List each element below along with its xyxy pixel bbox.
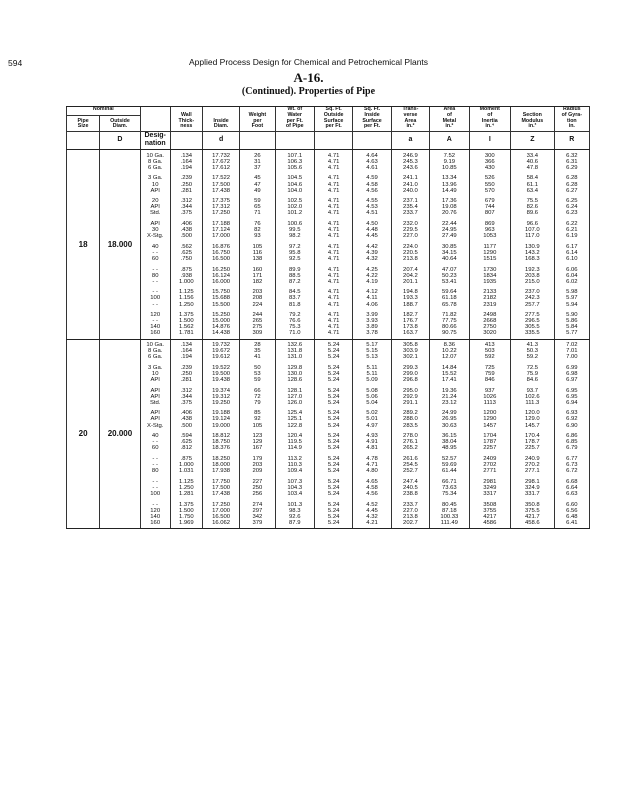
table-cell: 224.0 220.5 213.8 — [391, 241, 429, 264]
table-row — [67, 241, 590, 264]
table-cell: 5.17 5.15 5.13 — [353, 339, 391, 362]
table-cell: 6.93 6.92 6.90 — [554, 408, 589, 431]
table-cell: .134 .164 .194 — [170, 339, 202, 362]
table-cell: 17.36 19.08 20.76 — [430, 196, 469, 219]
table-cell: 5.02 5.01 4.97 — [353, 408, 391, 431]
running-head: Applied Process Design for Chemical and Petrochemical Plants — [188, 57, 429, 67]
table-cell: 85 92 105 — [240, 408, 275, 431]
table-cell: 5.24 5.24 5.24 — [314, 431, 352, 454]
table-cell: 5.24 5.24 5.24 — [314, 339, 352, 362]
table-row — [67, 385, 590, 408]
table-cell: 10 Ga. 8 Ga. 6 Ga. — [140, 150, 170, 173]
table-cell: 5.24 5.24 5.24 — [314, 362, 352, 385]
table-cell: 107.1 106.3 105.6 — [275, 150, 314, 173]
table-cell: 102.5 102.0 101.2 — [275, 196, 314, 219]
table-cell: 22.44 24.95 27.49 — [430, 219, 469, 242]
table-cell: 4.71 4.71 4.71 — [314, 150, 352, 173]
table-cell: 3 Ga. 10 API — [140, 173, 170, 196]
table-cell: 192.3 203.8 215.0 — [511, 264, 555, 287]
pipe-size-cell: 18 — [67, 150, 100, 339]
table-cell: 120.4 119.5 114.9 — [275, 431, 314, 454]
table-cell: 4.64 4.63 4.61 — [353, 150, 391, 173]
table-cell: 5.11 5.11 5.09 — [353, 362, 391, 385]
table-cell: 66.71 73.63 75.34 — [430, 476, 469, 499]
table-row — [67, 453, 590, 476]
table-cell: 725 759 846 — [469, 362, 511, 385]
table-cell: 305.8 303.9 302.1 — [391, 339, 429, 362]
table-cell: 4.71 4.71 4.71 — [314, 173, 352, 196]
table-cell: .312 .344 .375 — [170, 196, 202, 219]
table-cell: 247.4 240.5 238.8 — [391, 476, 429, 499]
table-cell: 5.08 5.06 5.04 — [353, 385, 391, 408]
table-subtitle: (Continued). Properties of Pipe — [241, 86, 376, 97]
table-cell: 5.90 5.86 5.84 5.77 — [554, 310, 589, 339]
section-modulus-header: Section Modulus in.³ — [511, 107, 555, 132]
table-cell: 3508 3755 4217 4586 — [469, 499, 511, 528]
table-cell: .134 .164 .194 — [170, 150, 202, 173]
table-cell: .562 .625 .750 — [170, 241, 202, 264]
table-cell: 1.125 1.250 1.281 — [170, 476, 202, 499]
table-row — [67, 310, 590, 339]
table-cell: 19.374 19.312 19.250 — [202, 385, 239, 408]
table-cell: 4.65 4.58 4.56 — [353, 476, 391, 499]
outside-diam-header: Outside Diam. — [100, 116, 140, 132]
table-cell: 6.25 6.24 6.23 — [554, 196, 589, 219]
table-cell: 277.5 296.5 305.5 335.5 — [511, 310, 555, 339]
table-cell: 5.24 5.24 5.24 — [314, 385, 352, 408]
table-cell: .406 .438 .500 — [170, 219, 202, 242]
metal-area-header: Area of Metal in.² — [430, 107, 469, 132]
symbol-d-inside: d — [202, 132, 239, 150]
table-cell: 4.55 4.53 4.51 — [353, 196, 391, 219]
table-cell: 47.07 50.23 53.41 — [430, 264, 469, 287]
table-cell: 26 31 37 — [240, 150, 275, 173]
table-cell: 132.6 131.8 131.0 — [275, 339, 314, 362]
inside-diam-header: Inside Diam. — [202, 107, 239, 132]
table-cell: 298.1 324.9 331.7 — [511, 476, 555, 499]
table-cell: 10 Ga. 8 Ga. 6 Ga. — [140, 339, 170, 362]
table-cell: 107.3 104.3 103.4 — [275, 476, 314, 499]
table-cell: 17.750 17.500 17.438 — [202, 476, 239, 499]
table-cell: 76 82 93 — [240, 219, 275, 242]
table-cell: 97.2 95.8 92.5 — [275, 241, 314, 264]
table-cell: 19.522 19.500 19.438 — [202, 362, 239, 385]
table-cell: 244 265 275 309 — [240, 310, 275, 339]
table-cell: 237.1 235.4 233.7 — [391, 196, 429, 219]
table-cell: 24.99 26.95 30.63 — [430, 408, 469, 431]
wall-thickness-header: Wall Thick- ness — [170, 107, 202, 132]
table-cell: 6.77 6.73 6.72 — [554, 453, 589, 476]
table-cell: 182.7 176.7 173.8 163.7 — [391, 310, 429, 339]
table-cell: 20 API Std. — [140, 196, 170, 219]
table-cell: 36.15 38.04 48.95 — [430, 431, 469, 454]
table-cell: 6.99 6.98 6.97 — [554, 362, 589, 385]
table-cell: 240.9 270.2 277.1 — [511, 453, 555, 476]
table-cell: 19.732 19.672 19.612 — [202, 339, 239, 362]
table-cell: 274 297 342 379 — [240, 499, 275, 528]
table-cell: 232.0 229.5 227.0 — [391, 219, 429, 242]
table-cell: 179 203 209 — [240, 453, 275, 476]
table-row — [67, 431, 590, 454]
table-cell: 203 208 224 — [240, 287, 275, 310]
table-cell: 59.64 61.18 65.78 — [430, 287, 469, 310]
table-cell: 526 550 570 — [469, 173, 511, 196]
table-cell: 45 47 49 — [240, 173, 275, 196]
symbol-r-gyration: R — [554, 132, 589, 150]
table-title: A-16. — [293, 70, 324, 85]
table-cell: 6.60 6.56 6.48 6.41 — [554, 499, 589, 528]
table-cell: 6.22 6.21 6.19 — [554, 219, 589, 242]
radius-gyration-header: Radius of Gyra- tion in. — [554, 107, 589, 132]
table-cell: .239 .250 .281 — [170, 362, 202, 385]
table-cell: 4.71 4.71 4.71 — [314, 287, 352, 310]
table-cell: 104.5 104.6 104.0 — [275, 173, 314, 196]
table-cell: 246.9 245.3 243.6 — [391, 150, 429, 173]
table-cell: 50 53 59 — [240, 362, 275, 385]
table-cell: 18.812 18.750 18.376 — [202, 431, 239, 454]
table-cell: 278.0 276.1 265.2 — [391, 431, 429, 454]
table-cell: 19.36 21.24 23.12 — [430, 385, 469, 408]
size-block-20 — [67, 339, 590, 528]
outside-surface-header: Sq. Ft. Outside Surface per Ft. — [314, 107, 352, 132]
table-cell: 299.3 299.0 296.8 — [391, 362, 429, 385]
table-cell: 84.5 83.7 81.8 — [275, 287, 314, 310]
table-cell: 4.93 4.91 4.81 — [353, 431, 391, 454]
table-cell: 59 65 71 — [240, 196, 275, 219]
table-cell: .312 .344 .375 — [170, 385, 202, 408]
table-cell: 33.4 40.6 47.8 — [511, 150, 555, 173]
table-cell: 16.250 16.124 16.000 — [202, 264, 239, 287]
table-cell: 300 366 430 — [469, 150, 511, 173]
table-cell: API API X-Stg. — [140, 408, 170, 431]
table-cell: 2409 2702 2771 — [469, 453, 511, 476]
outside-diam-cell: 20.000 — [100, 339, 140, 528]
table-cell: 6.06 6.04 6.02 — [554, 264, 589, 287]
table-row — [67, 173, 590, 196]
table-row — [67, 287, 590, 310]
table-cell: 17.375 17.312 17.250 — [202, 196, 239, 219]
table-cell: 4.78 4.71 4.80 — [353, 453, 391, 476]
table-row — [67, 264, 590, 287]
table-cell: 28 35 41 — [240, 339, 275, 362]
table-cell: - - - - 80 — [140, 453, 170, 476]
table-cell: 1704 1787 2257 — [469, 431, 511, 454]
table-cell: 15.750 15.688 15.500 — [202, 287, 239, 310]
inside-surface-header: Sq. Ft. Inside Surface per Ft. — [353, 107, 391, 132]
table-row — [67, 150, 590, 173]
table-cell: 937 1026 1113 — [469, 385, 511, 408]
symbol-i-inertia: I — [469, 132, 511, 150]
table-cell: 4.71 4.71 4.71 4.71 — [314, 310, 352, 339]
table-cell: 30.85 34.15 40.64 — [430, 241, 469, 264]
table-cell: 129.8 130.0 128.6 — [275, 362, 314, 385]
table-cell: 17.732 17.672 17.612 — [202, 150, 239, 173]
table-cell: 130.9 143.2 168.3 — [511, 241, 555, 264]
table-cell: 14.84 15.52 17.41 — [430, 362, 469, 385]
table-cell: 5.24 5.24 5.24 — [314, 453, 352, 476]
table-cell: 52.57 59.69 61.44 — [430, 453, 469, 476]
table-cell: 16.876 16.750 16.500 — [202, 241, 239, 264]
table-cell: 19.188 19.124 19.000 — [202, 408, 239, 431]
table-cell: 3.99 3.93 3.89 3.78 — [353, 310, 391, 339]
size-block-18 — [67, 150, 590, 339]
table-cell: - - 80 - - — [140, 264, 170, 287]
table-cell: .406 .438 .500 — [170, 408, 202, 431]
table-cell: 13.34 13.96 14.49 — [430, 173, 469, 196]
table-cell: 227 250 256 — [240, 476, 275, 499]
table-cell: 4.71 4.71 4.71 — [314, 241, 352, 264]
table-cell: .239 .250 .281 — [170, 173, 202, 196]
table-cell: 4.25 4.22 4.19 — [353, 264, 391, 287]
table-cell: 6.68 6.64 6.63 — [554, 476, 589, 499]
table-cell: 71.82 77.75 80.66 90.75 — [430, 310, 469, 339]
table-cell: 17.522 17.500 17.438 — [202, 173, 239, 196]
table-cell: 237.0 242.3 257.7 — [511, 287, 555, 310]
page-number: 594 — [8, 58, 23, 68]
table-row — [67, 476, 590, 499]
symbol-z-modulus: Z — [511, 132, 555, 150]
table-cell: 3 Ga. 10 API — [140, 362, 170, 385]
table-cell: 80.45 87.18 100.33 111.49 — [430, 499, 469, 528]
table-cell: 6.17 6.14 6.10 — [554, 241, 589, 264]
table-cell: 350.8 375.5 421.7 458.6 — [511, 499, 555, 528]
table-cell: 4.71 4.71 4.71 — [314, 219, 352, 242]
table-cell: API API Std. — [140, 385, 170, 408]
table-cell: .875 .938 1.000 — [170, 264, 202, 287]
table-cell: 194.8 193.3 188.7 — [391, 287, 429, 310]
table-cell: 120.0 129.0 145.7 — [511, 408, 555, 431]
table-row — [67, 408, 590, 431]
table-cell: 7.02 7.01 7.00 — [554, 339, 589, 362]
table-cell: - - 120 140 160 — [140, 499, 170, 528]
table-cell: 4.71 4.71 4.71 — [314, 264, 352, 287]
table-cell: 261.6 254.5 252.7 — [391, 453, 429, 476]
table-cell: 413 503 592 — [469, 339, 511, 362]
table-row — [67, 499, 590, 528]
table-cell: 4.59 4.58 4.56 — [353, 173, 391, 196]
table-cell: 5.24 5.24 5.24 — [314, 476, 352, 499]
table-cell: - - 100 - - — [140, 287, 170, 310]
outside-diam-cell: 18.000 — [100, 150, 140, 339]
table-row — [67, 219, 590, 242]
table-cell: 1.375 1.500 1.562 1.781 — [170, 310, 202, 339]
table-cell: 241.1 241.0 240.0 — [391, 173, 429, 196]
table-cell: 15.250 15.000 14.876 14.438 — [202, 310, 239, 339]
table-cell: 17.188 17.124 17.000 — [202, 219, 239, 242]
table-cell: 1730 1834 1935 — [469, 264, 511, 287]
designation-header: Desig- nation — [140, 132, 170, 150]
table-cell: 79.2 76.6 75.3 71.0 — [275, 310, 314, 339]
table-cell: 4.71 4.71 4.71 — [314, 196, 352, 219]
table-cell: 5.24 5.24 5.24 — [314, 408, 352, 431]
table-cell: 1177 1290 1515 — [469, 241, 511, 264]
table-cell: 100.6 99.5 98.2 — [275, 219, 314, 242]
table-cell: 233.7 227.0 213.8 202.7 — [391, 499, 429, 528]
table-cell: 40 - - 60 — [140, 431, 170, 454]
table-cell: API 30 X-Stg. — [140, 219, 170, 242]
table-cell: 93.7 102.6 111.3 — [511, 385, 555, 408]
table-cell: 105 116 138 — [240, 241, 275, 264]
table-cell: 5.24 5.24 5.24 5.24 — [314, 499, 352, 528]
symbol-d-outside: D — [100, 132, 140, 150]
table-cell: 1200 1290 1457 — [469, 408, 511, 431]
weight-header: Weight per Foot — [240, 107, 275, 132]
table-cell: 4.50 4.48 4.45 — [353, 219, 391, 242]
table-cell: 4.42 4.39 4.32 — [353, 241, 391, 264]
transverse-area-header: Trans- verse Area in.² — [391, 107, 429, 132]
table-cell: 2498 2668 2750 3020 — [469, 310, 511, 339]
table-cell: 160 171 182 — [240, 264, 275, 287]
table-cell: 869 963 1053 — [469, 219, 511, 242]
table-cell: 6.86 6.85 6.79 — [554, 431, 589, 454]
moment-inertia-header: Moment of Inertia in.⁴ — [469, 107, 511, 132]
table-cell: 1.125 1.156 1.250 — [170, 287, 202, 310]
table-cell: 6.32 6.31 6.29 — [554, 150, 589, 173]
table-cell: 17.250 17.000 16.500 16.062 — [202, 499, 239, 528]
table-cell: - - - - 100 — [140, 476, 170, 499]
table-cell: 125.4 125.1 122.8 — [275, 408, 314, 431]
table-cell: 6.28 6.28 6.27 — [554, 173, 589, 196]
nominal-header: Nominal — [67, 107, 141, 116]
table-cell: 6.95 6.95 6.94 — [554, 385, 589, 408]
table-cell: 89.9 88.5 87.2 — [275, 264, 314, 287]
table-row — [67, 196, 590, 219]
table-cell: 18.250 18.000 17.938 — [202, 453, 239, 476]
table-cell: 5.98 5.97 5.94 — [554, 287, 589, 310]
water-weight-header: Wt. of Water per Ft. of Pipe — [275, 107, 314, 132]
table-cell: .875 1.000 1.031 — [170, 453, 202, 476]
table-cell: 120 - - 140 160 — [140, 310, 170, 339]
table-row — [67, 339, 590, 362]
table-cell: 96.6 107.0 117.0 — [511, 219, 555, 242]
table-cell: 75.5 82.6 89.6 — [511, 196, 555, 219]
symbol-a-metal: A — [430, 132, 469, 150]
table-cell: 72.5 75.9 84.6 — [511, 362, 555, 385]
pipe-size-header: Pipe Size — [67, 116, 100, 132]
table-cell: 1.375 1.500 1.750 1.969 — [170, 499, 202, 528]
table-cell: 41.3 50.3 59.2 — [511, 339, 555, 362]
table-cell: 113.2 110.3 109.4 — [275, 453, 314, 476]
table-cell: .594 .625 .812 — [170, 431, 202, 454]
table-cell: 170.4 178.7 225.7 — [511, 431, 555, 454]
table-row — [67, 362, 590, 385]
table-cell: 4.52 4.45 4.32 4.21 — [353, 499, 391, 528]
table-cell: 2133 2182 2319 — [469, 287, 511, 310]
table-cell: 58.4 61.1 63.4 — [511, 173, 555, 196]
symbol-a-transverse: a — [391, 132, 429, 150]
table-cell: 679 744 807 — [469, 196, 511, 219]
pipe-size-cell: 20 — [67, 339, 100, 528]
table-cell: 289.2 288.0 283.5 — [391, 408, 429, 431]
table-cell: 8.36 10.22 12.07 — [430, 339, 469, 362]
pipe-properties-table — [66, 106, 590, 529]
table-cell: 4.12 4.11 4.06 — [353, 287, 391, 310]
table-cell: 123 129 167 — [240, 431, 275, 454]
table-cell: 40 - - 60 — [140, 241, 170, 264]
table-cell: 2981 3249 3317 — [469, 476, 511, 499]
table-cell: 295.0 292.9 291.1 — [391, 385, 429, 408]
table-cell: 128.1 127.0 126.0 — [275, 385, 314, 408]
table-cell: 66 72 79 — [240, 385, 275, 408]
table-cell: 7.52 9.19 10.85 — [430, 150, 469, 173]
table-cell: 101.3 98.3 92.6 87.9 — [275, 499, 314, 528]
table-cell: 207.4 204.2 201.1 — [391, 264, 429, 287]
